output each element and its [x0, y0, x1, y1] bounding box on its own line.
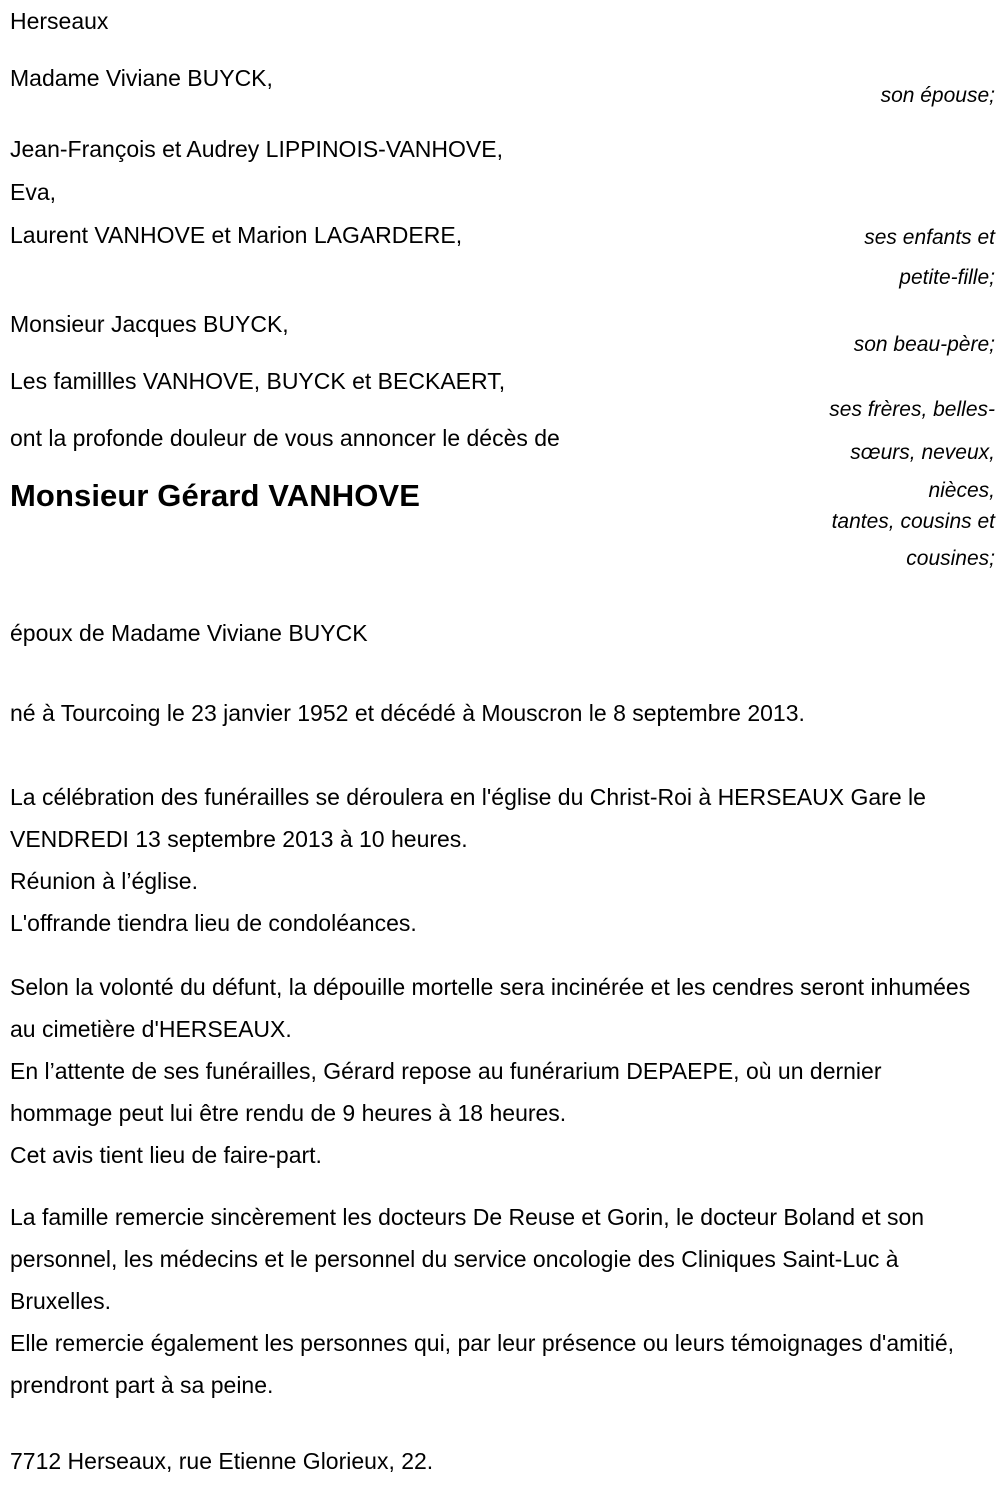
- birth-death-paragraph: né à Tourcoing le 23 janvier 1952 et décédé à Mouscron le 8 septembre 2013.: [10, 700, 805, 726]
- spouse-of-line-wrap: [10, 612, 985, 654]
- relation-extended-line1: ses frères, belles-: [829, 398, 995, 421]
- announcer-grandchild: Eva,: [10, 179, 57, 205]
- faire-part-paragraph-wrap: [10, 1134, 985, 1176]
- relation-extended-line5: cousines;: [906, 547, 995, 570]
- announce-phrase: ont la profonde douleur de vous annoncer le décès de: [10, 425, 560, 451]
- address-line-wrap: [10, 1440, 985, 1482]
- cremation-paragraph-wrap: [10, 966, 985, 1050]
- birth-death-paragraph-wrap: [10, 692, 985, 734]
- relation-extended-line3: nièces,: [928, 479, 995, 502]
- cremation-paragraph: Selon la volonté du défunt, la dépouille mortelle sera incinérée et les cendres seront inhumées au cimetière d'HERSEAUX.: [10, 974, 971, 1042]
- relation-children-line1: ses enfants et: [864, 226, 995, 249]
- announcer-child-1: Jean-François et Audrey LIPPINOIS-VANHOVE,: [10, 136, 503, 162]
- faire-part-paragraph: Cet avis tient lieu de faire-part.: [10, 1142, 322, 1168]
- thanks-friends-paragraph: Elle remercie également les personnes qui, par leur présence ou leurs témoignages d'amitié, prendront part à sa peine.: [10, 1330, 955, 1398]
- spouse-of-line: époux de Madame Viviane BUYCK: [10, 620, 368, 646]
- announcer-father-in-law: Monsieur Jacques BUYCK,: [10, 311, 289, 337]
- funeral-ceremony-paragraph-wrap: [10, 776, 985, 860]
- relation-father-in-law-line: son beau-père;: [853, 333, 995, 356]
- announcer-families: Les famillles VANHOVE, BUYCK et BECKAERT,: [10, 368, 506, 394]
- relation-spouse: [675, 76, 995, 116]
- gathering-paragraph: Réunion à l’église.: [10, 868, 198, 894]
- offering-paragraph: L'offrande tiendra lieu de condoléances.: [10, 910, 417, 936]
- relation-extended-line4: tantes, cousins et: [831, 510, 995, 533]
- relation-children: [675, 218, 995, 298]
- relation-spouse-line: son épouse;: [880, 84, 995, 107]
- announcer-spouse: Madame Viviane BUYCK,: [10, 65, 273, 91]
- gathering-paragraph-wrap: [10, 860, 985, 902]
- announcer-child-2: Laurent VANHOVE et Marion LAGARDERE,: [10, 222, 463, 248]
- funeral-ceremony-paragraph: La célébration des funérailles se déroulera en l'église du Christ-Roi à HERSEAUX Gare le VENDREDI 13 septembre 2013 à 10 heures.: [10, 784, 926, 852]
- funerarium-paragraph: En l’attente de ses funérailles, Gérard repose au funérarium DEPAEPE, où un dernier hommage peut lui être rendu de 9 heures à 18 heures.: [10, 1058, 882, 1126]
- deceased-name: Monsieur Gérard VANHOVE: [10, 478, 420, 513]
- offering-paragraph-wrap: [10, 902, 985, 944]
- locality-line: Herseaux: [10, 8, 109, 34]
- funerarium-paragraph-wrap: [10, 1050, 985, 1134]
- announcers-block: [10, 0, 780, 518]
- relation-children-line2: petite-fille;: [899, 266, 995, 289]
- relation-extended-line2: sœurs, neveux,: [850, 441, 995, 464]
- thanks-friends-paragraph-wrap: [10, 1322, 985, 1406]
- thanks-doctors-paragraph: La famille remercie sincèrement les docteurs De Reuse et Gorin, le docteur Boland et son personnel, les médecins et le personnel du service oncologie des Cliniques Saint-Luc à Bruxelles.: [10, 1204, 925, 1314]
- thanks-doctors-paragraph-wrap: [10, 1196, 985, 1322]
- relation-extended-family: [675, 388, 995, 581]
- address-line: 7712 Herseaux, rue Etienne Glorieux, 22.: [10, 1448, 434, 1474]
- relation-father-in-law: [675, 325, 995, 365]
